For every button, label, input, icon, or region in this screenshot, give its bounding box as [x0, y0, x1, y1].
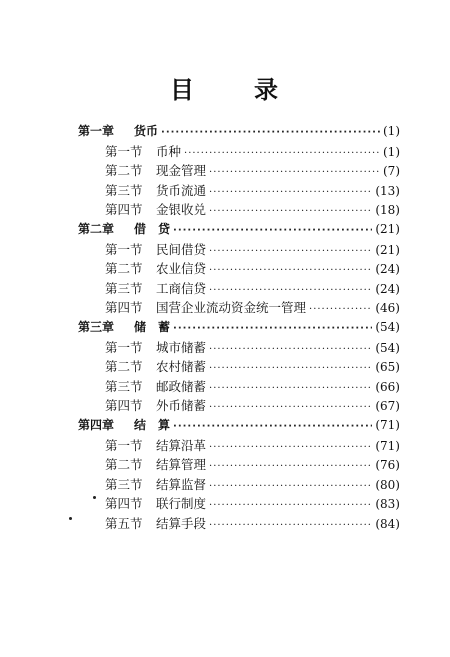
toc-chapter-row[interactable] — [78, 416, 400, 436]
dot-leader — [161, 123, 380, 143]
dot-leader — [209, 457, 372, 477]
toc-page-number: (21) — [375, 242, 400, 257]
dot-leader — [209, 398, 372, 418]
toc-entry-number: 第一节 — [105, 339, 143, 355]
toc-entry-number: 第一节 — [105, 437, 143, 453]
toc-entry-title: 结算手段 — [156, 515, 207, 531]
toc-page-number: (1) — [383, 124, 400, 138]
dot-leader — [173, 319, 372, 339]
toc-section-row[interactable] — [78, 142, 400, 162]
toc-section-row[interactable] — [78, 494, 400, 514]
toc-section-row[interactable] — [78, 298, 400, 318]
toc-entry-title: 货币 — [134, 124, 159, 138]
toc-entry-number: 第三节 — [105, 378, 143, 394]
toc-page-number: (71) — [375, 417, 400, 432]
toc-section-row[interactable] — [78, 161, 400, 181]
toc-section-row[interactable] — [78, 396, 400, 416]
table-of-contents — [78, 122, 400, 533]
toc-page-number: (24) — [375, 281, 400, 296]
toc-entry-title: 储 蓄 — [134, 319, 171, 334]
toc-entry-number: 第一节 — [105, 143, 143, 159]
toc-entry-number: 第二节 — [105, 163, 143, 179]
toc-chapter-row[interactable] — [78, 220, 400, 240]
toc-section-row[interactable] — [78, 200, 400, 220]
toc-page-number: (1) — [383, 144, 400, 159]
dot-leader — [209, 183, 372, 203]
toc-page-number: (83) — [375, 497, 400, 512]
toc-page-number: (66) — [375, 379, 400, 394]
toc-page-number: (46) — [375, 301, 400, 316]
toc-page-number: (76) — [375, 458, 400, 473]
toc-entry-title: 货币流通 — [156, 182, 207, 198]
dot-leader — [209, 496, 372, 516]
toc-entry-title: 民间借贷 — [156, 241, 207, 257]
toc-entry-number: 第一章 — [78, 124, 115, 138]
title-char-left: 目 — [170, 76, 196, 104]
dot-leader — [173, 221, 372, 241]
toc-section-row[interactable] — [78, 259, 400, 279]
toc-entry-number: 第二章 — [78, 221, 115, 236]
toc-entry-number: 第一节 — [105, 241, 143, 257]
toc-page-number: (65) — [375, 360, 400, 375]
toc-entry-number: 第三节 — [105, 476, 143, 492]
toc-entry-title: 结算管理 — [156, 457, 207, 473]
toc-entry-number: 第二节 — [105, 359, 143, 375]
toc-section-row[interactable] — [78, 357, 400, 377]
toc-entry-title: 农村储蓄 — [156, 359, 207, 375]
toc-entry-number: 第二节 — [105, 457, 143, 473]
toc-section-row[interactable] — [78, 475, 400, 495]
toc-section-row[interactable] — [78, 455, 400, 475]
toc-section-row[interactable] — [78, 436, 400, 456]
dot-leader — [173, 417, 372, 437]
toc-page-number: (7) — [383, 164, 400, 179]
dot-leader — [209, 340, 372, 360]
scan-speck — [69, 517, 72, 520]
dot-leader — [209, 516, 372, 536]
toc-page-number: (80) — [375, 477, 400, 492]
dot-leader — [209, 163, 380, 183]
toc-entry-title: 现金管理 — [156, 163, 207, 179]
toc-entry-number: 第三节 — [105, 280, 143, 296]
toc-section-row[interactable] — [78, 240, 400, 260]
dot-leader — [209, 242, 372, 262]
toc-page-number: (67) — [375, 399, 400, 414]
toc-entry-number: 第四章 — [78, 417, 115, 432]
toc-entry-title: 农业信贷 — [156, 261, 207, 277]
toc-section-row[interactable] — [78, 377, 400, 397]
toc-entry-title: 外币储蓄 — [156, 398, 207, 414]
toc-entry-title: 邮政储蓄 — [156, 378, 207, 394]
dot-leader — [184, 144, 380, 164]
title-char-right: 录 — [254, 76, 280, 104]
toc-entry-title: 币种 — [156, 143, 182, 159]
dot-leader — [209, 438, 372, 458]
toc-section-row[interactable] — [78, 338, 400, 358]
toc-entry-title: 国营企业流动资金统一管理 — [156, 300, 307, 316]
toc-entry-title: 联行制度 — [156, 496, 207, 512]
toc-entry-title: 结算沿革 — [156, 437, 207, 453]
toc-chapter-row[interactable] — [78, 122, 400, 142]
toc-entry-number: 第二节 — [105, 261, 143, 277]
toc-section-row[interactable] — [78, 514, 400, 534]
toc-entry-title: 城市储蓄 — [156, 339, 207, 355]
toc-entry-title: 工商信贷 — [156, 280, 207, 296]
toc-entry-number: 第三章 — [78, 319, 115, 334]
toc-page-number: (84) — [375, 516, 400, 531]
toc-entry-title: 金银收兑 — [156, 202, 207, 218]
dot-leader — [209, 477, 372, 497]
dot-leader — [309, 300, 372, 320]
toc-section-row[interactable] — [78, 181, 400, 201]
toc-entry-number: 第五节 — [105, 515, 143, 531]
toc-entry-title: 借 贷 — [134, 221, 171, 236]
dot-leader — [209, 379, 372, 399]
toc-entry-title: 结算监督 — [156, 476, 207, 492]
toc-page-number: (54) — [375, 340, 400, 355]
toc-entry-number: 第四节 — [105, 300, 143, 316]
toc-section-row[interactable] — [78, 279, 400, 299]
toc-entry-number: 第四节 — [105, 496, 143, 512]
toc-page-number: (13) — [375, 183, 400, 198]
page-title — [0, 70, 450, 105]
toc-page-number: (54) — [375, 319, 400, 334]
toc-page-number: (18) — [375, 203, 400, 218]
toc-entry-title: 结 算 — [134, 417, 171, 432]
toc-chapter-row[interactable] — [78, 318, 400, 338]
dot-leader — [209, 359, 372, 379]
toc-page-number: (21) — [375, 221, 400, 236]
toc-page-number: (24) — [375, 262, 400, 277]
toc-entry-number: 第三节 — [105, 182, 143, 198]
toc-entry-number: 第四节 — [105, 202, 143, 218]
toc-page-number: (71) — [375, 438, 400, 453]
toc-entry-number: 第四节 — [105, 398, 143, 414]
dot-leader — [209, 202, 372, 222]
scan-speck — [93, 496, 96, 499]
dot-leader — [209, 261, 372, 281]
